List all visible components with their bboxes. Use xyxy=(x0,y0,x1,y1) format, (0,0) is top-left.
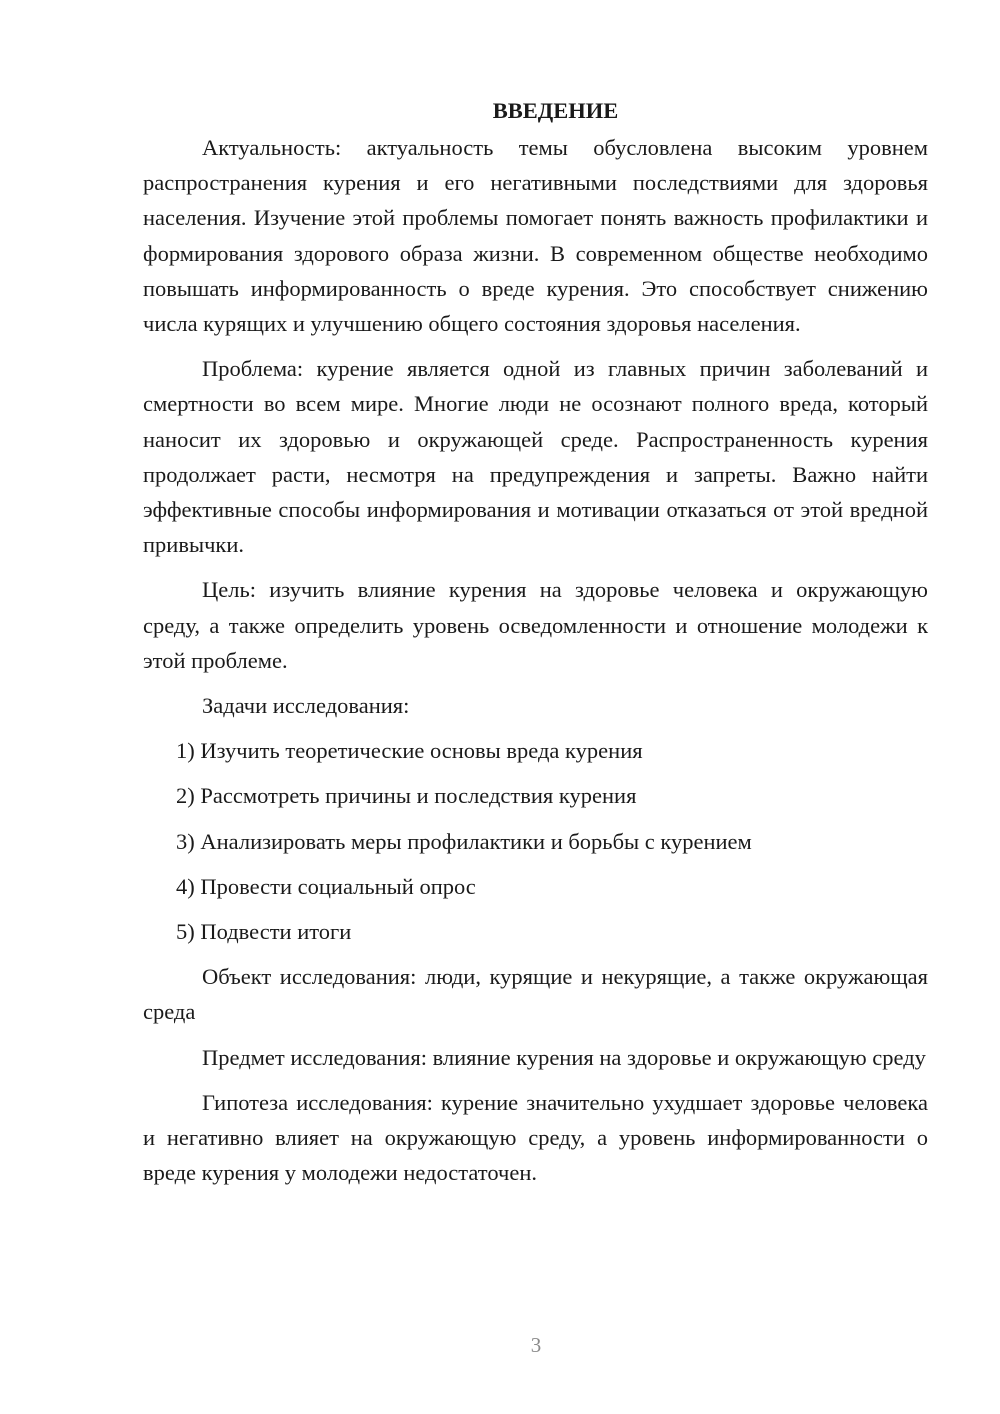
page-number: 3 xyxy=(530,1333,542,1357)
task-item-2: 2) Рассмотреть причины и последствия курения xyxy=(176,783,637,809)
paragraph-hypothesis: Гипотеза исследования: курение значительно ухудшает здоровье человека и негативно влияет на окружающую среду, а уровень информированности о вреде курения у молодежи недостаточен. xyxy=(143,1089,928,1186)
paragraph-goal: Цель: изучить влияние курения на здоровье человека и окружающую среду, а также определить уровень осведомленности и отношение молодежи к этой проблеме. xyxy=(143,577,928,673)
paragraph-object: Объект исследования: люди, курящие и некурящие, а также окружающая среда xyxy=(143,964,928,1025)
section-title: ВВЕДЕНИЕ xyxy=(492,98,619,123)
task-item-3: 3) Анализировать меры профилактики и борьбы с курением xyxy=(176,828,752,854)
task-item-4: 4) Провести социальный опрос xyxy=(176,873,476,899)
tasks-heading: Задачи исследования: xyxy=(202,693,410,719)
paragraph-subject: Предмет исследования: влияние курения на здоровье и окружающую среду xyxy=(202,1044,926,1070)
page-content xyxy=(143,93,928,1190)
task-item-1: 1) Изучить теоретические основы вреда курения xyxy=(176,738,643,764)
task-item-5: 5) Подвести итоги xyxy=(176,919,352,945)
paragraph-relevance: Актуальность: актуальность темы обусловлена высоким уровнем распространения курения и его негативными последствиями для здоровья населения. Изучение этой проблемы помогает понять важность профилактики и формирования здорового образа жизни. В современном обществе необходимо повышать информированность о вреде курения. Это способствует снижению числа курящих и улучшению общего состояния здоровья населения. xyxy=(143,135,928,337)
paragraph-problem: Проблема: курение является одной из главных причин заболеваний и смертности во всем мире. Многие люди не осознают полного вреда, который наносит их здоровью и окружающей среде. Распространенность курения продолжает расти, несмотря на предупреждения и запреты. Важно найти эффективные способы информирования и мотивации отказаться от этой вредной привычки. xyxy=(143,356,928,558)
